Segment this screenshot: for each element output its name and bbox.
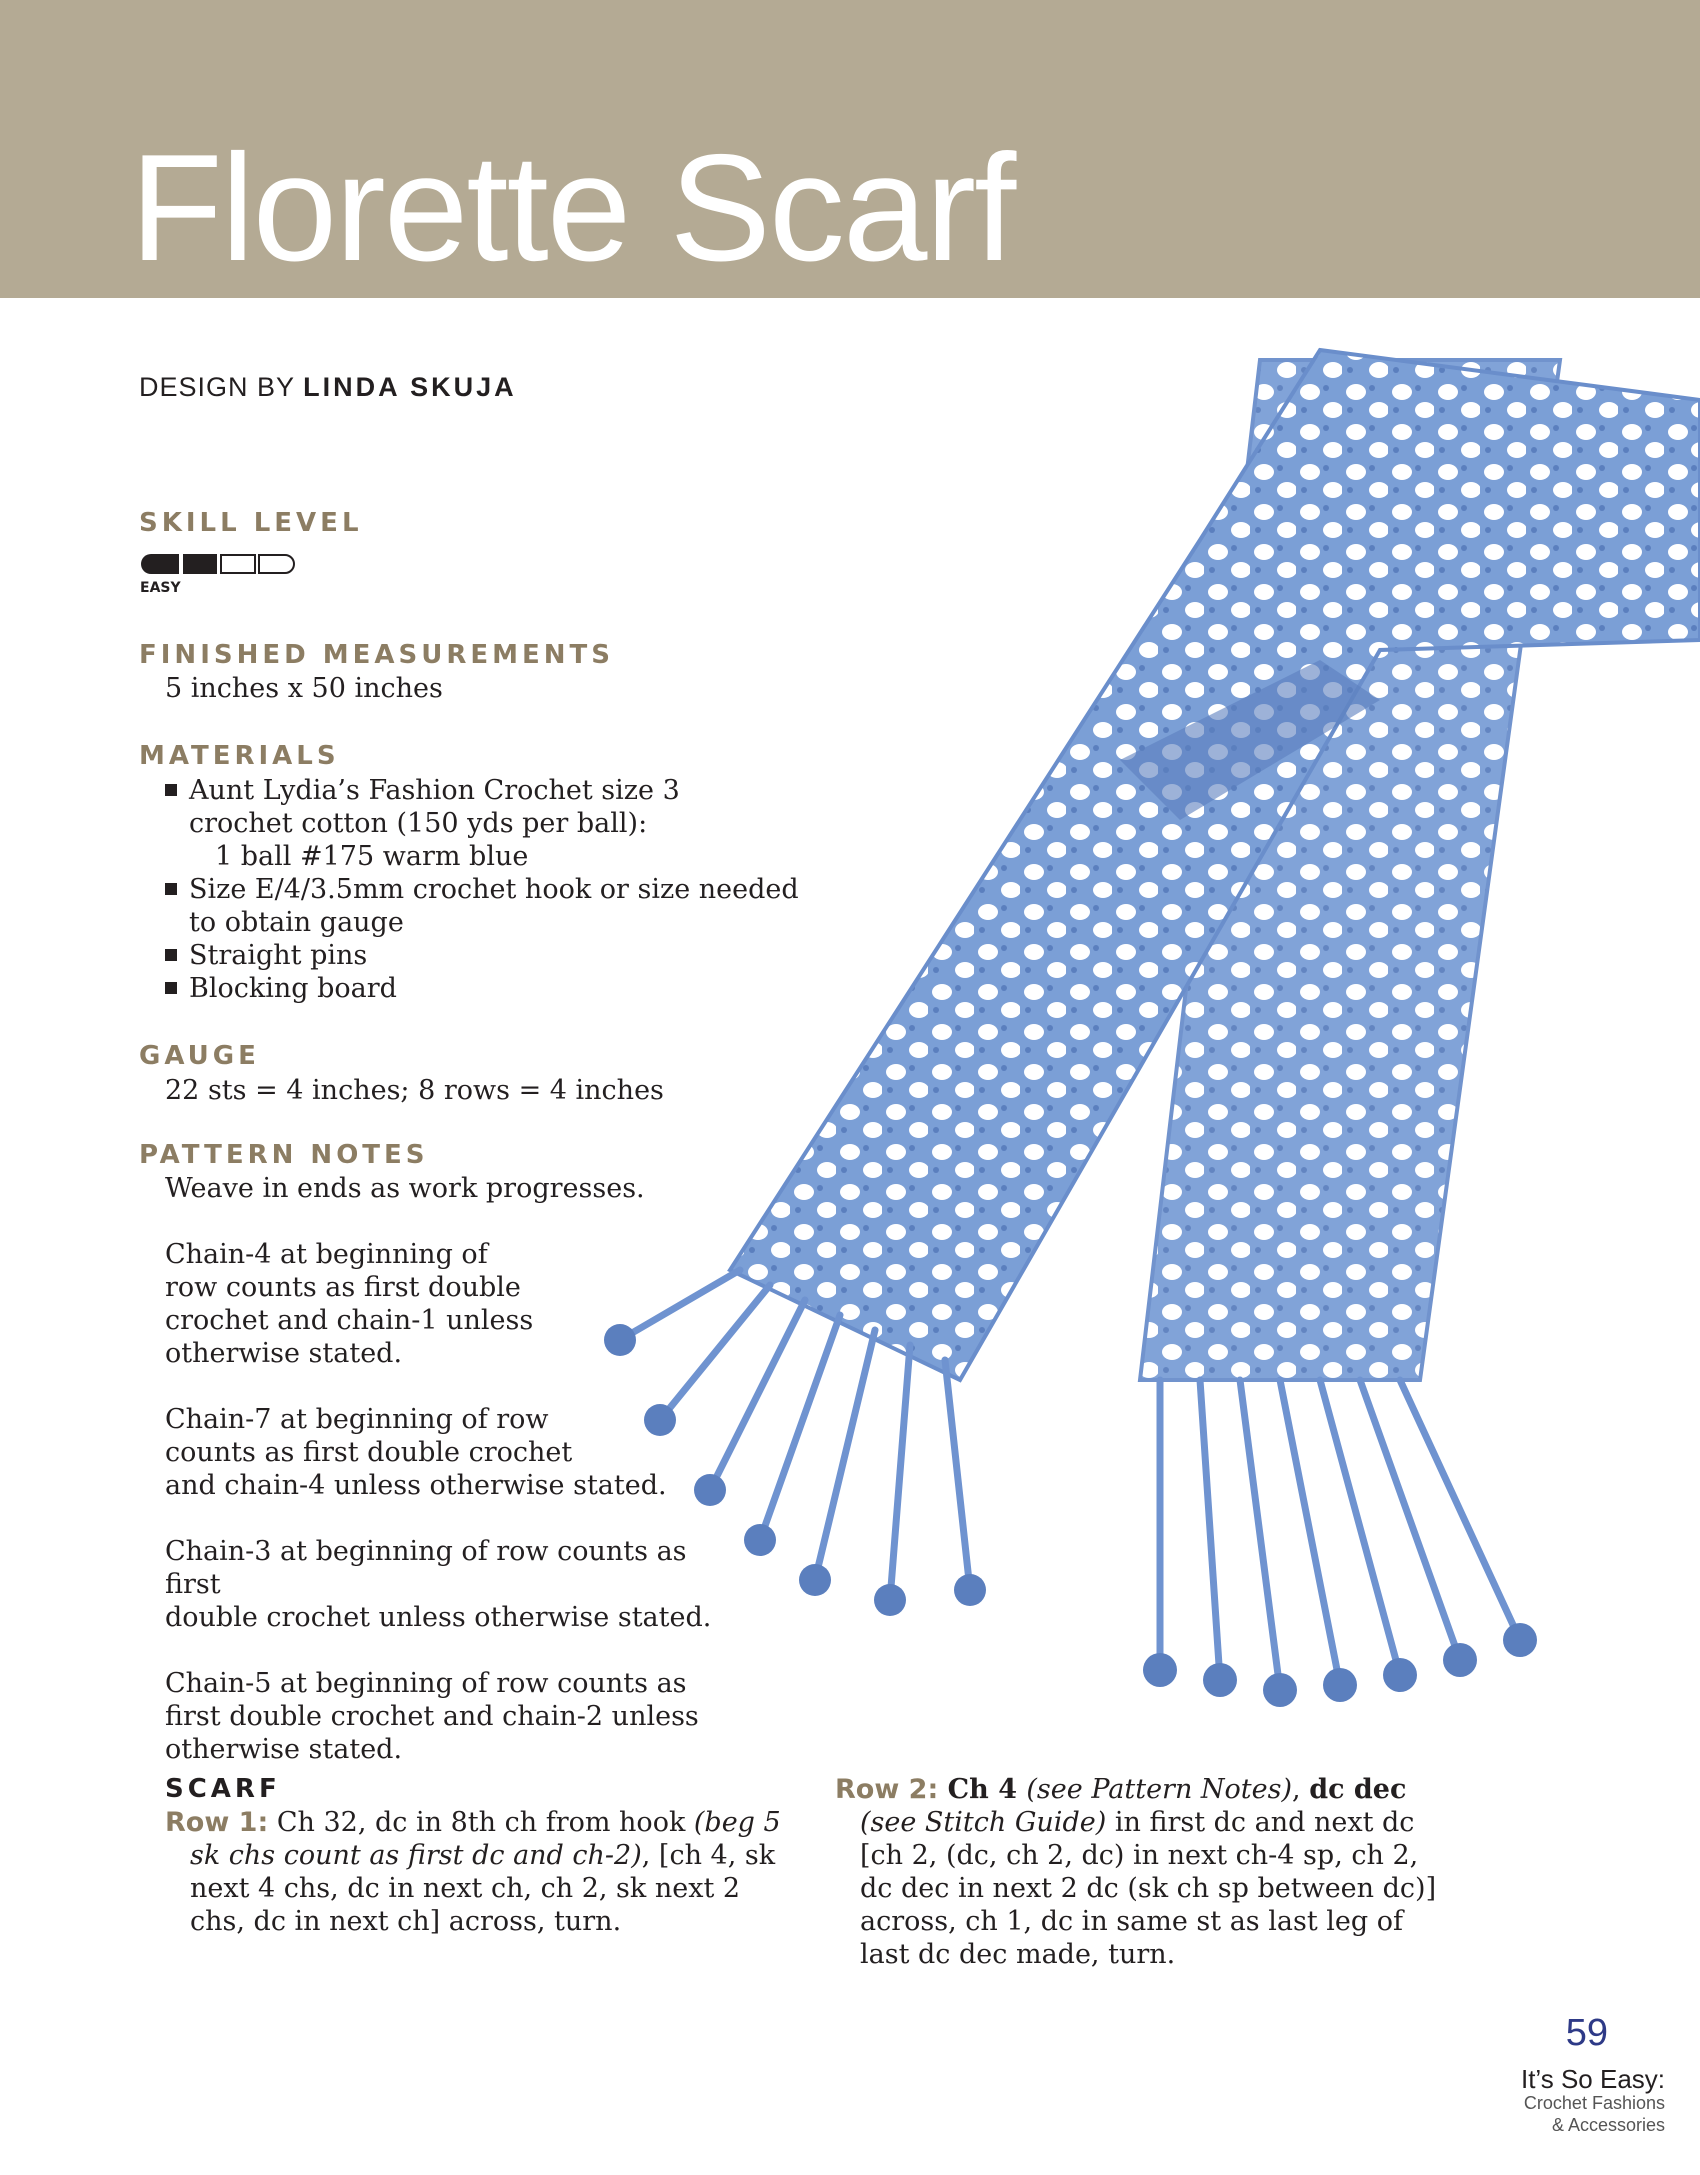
materials-item: Straight pins	[165, 939, 799, 972]
row-label: Row 1:	[165, 1807, 269, 1838]
pattern-note: Chain-4 at beginning of row counts as first double crochet and chain-1 unless otherwise stated.	[165, 1239, 534, 1369]
scarf-photo	[560, 340, 1700, 1760]
materials-heading: MATERIALS	[139, 741, 340, 771]
bullet-icon	[165, 982, 177, 994]
gauge-text: 22 sts = 4 inches; 8 rows = 4 inches	[165, 1075, 664, 1106]
book-title-main: It’s So Easy:	[1520, 2064, 1665, 2094]
materials-item: Size E/4/3.5mm crochet hook or size needed to obtain gauge	[165, 873, 799, 939]
bullet-icon	[165, 784, 177, 796]
pattern-notes-heading: PATTERN NOTES	[139, 1140, 429, 1170]
materials-item: Aunt Lydia’s Fashion Crochet size 3 crochet cotton (150 yds per ball): 1 ball #175 warm blue	[165, 774, 799, 873]
scarf-heading: SCARF	[165, 1774, 281, 1804]
skill-level-heading: SKILL LEVEL	[139, 508, 363, 538]
skill-level-label: EASY	[140, 580, 181, 596]
page-number: 59	[1565, 2012, 1608, 2054]
finished-measurements-heading: FINISHED MEASUREMENTS	[139, 640, 614, 670]
instructions-column-2	[835, 1773, 1455, 1971]
book-subtitle-2: & Accessories	[1551, 2115, 1665, 2135]
bullet-icon	[165, 883, 177, 895]
skill-level-icon	[139, 552, 309, 576]
pattern-note: Chain-3 at beginning of row counts as first double crochet unless otherwise stated.	[165, 1536, 712, 1633]
row-2-instruction: Row 2: Ch 4 (see Pattern Notes), dc dec (see Stitch Guide) in first dc and next dc [ch 2, (dc, ch 2, dc) in next ch-4 sp, ch 2, dc dec in next 2 dc (sk ch sp between dc)] across, ch 1, dc in same st as last leg of last dc dec made, turn.	[835, 1774, 1437, 1970]
book-subtitle-1: Crochet Fashions	[1523, 2093, 1665, 2113]
gauge-heading: GAUGE	[139, 1041, 260, 1071]
page-title: Florette Scarf	[130, 123, 1015, 293]
finished-measurements-text: 5 inches x 50 inches	[165, 673, 443, 704]
materials-item: Blocking board	[165, 972, 799, 1005]
bullet-icon	[165, 949, 177, 961]
byline	[139, 372, 517, 403]
pattern-note: Chain-7 at beginning of row counts as first double crochet and chain-4 unless otherwise stated.	[165, 1404, 667, 1501]
row-label: Row 2:	[835, 1774, 939, 1805]
row-1-instruction: Row 1: Ch 32, dc in 8th ch from hook (beg 5 sk chs count as first dc and ch-2), [ch 4, sk next 4 chs, dc in next ch, ch 2, sk next 2 chs, dc in next ch] across, turn.	[165, 1807, 781, 1937]
pattern-note: Chain-5 at beginning of row counts as first double crochet and chain-2 unless otherwise stated.	[165, 1668, 699, 1765]
instructions-column-1	[165, 1773, 785, 1938]
designer-name: LINDA SKUJA	[303, 372, 517, 402]
byline-prefix: DESIGN BY	[139, 372, 295, 402]
book-title	[1521, 2066, 1665, 2136]
pattern-note: Weave in ends as work progresses.	[165, 1173, 645, 1204]
